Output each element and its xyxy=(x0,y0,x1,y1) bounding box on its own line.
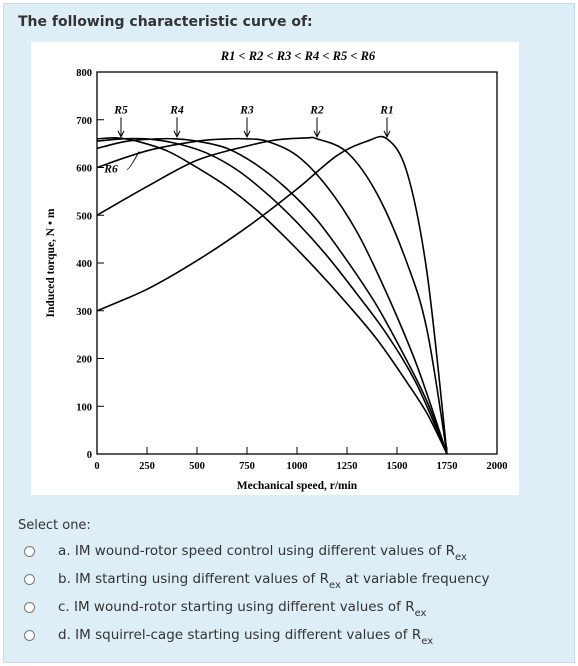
answer-option-d-text: d. IM squirrel-cage starting using different values of $R_{ex}$ xyxy=(58,627,434,647)
y-tick-label: 0 xyxy=(86,450,92,461)
y-tick-label: 800 xyxy=(76,68,92,79)
question-title: The following characteristic curve of: xyxy=(18,14,313,30)
radio-button-b[interactable] xyxy=(24,574,35,585)
chart-caption: R1 < R2 < R3 < R4 < R5 < R6 xyxy=(220,49,376,63)
answer-option-a-text: a. IM wound-rotor speed control using different values of $R_{ex}$ xyxy=(58,543,467,563)
radio-button-c[interactable] xyxy=(24,602,35,613)
question-panel xyxy=(3,3,575,663)
curve-label-r6: R6 xyxy=(104,163,118,176)
answer-option-c-text: c. IM wound-rotor starting using different values of $R_{ex}$ xyxy=(58,599,427,619)
answer-option-c[interactable] xyxy=(24,595,564,619)
curve-r1 xyxy=(97,137,447,454)
x-tick-label: 2000 xyxy=(486,461,508,472)
curve-r2 xyxy=(97,137,447,454)
x-tick-label: 1500 xyxy=(386,461,408,472)
torque-speed-figure xyxy=(31,42,519,495)
y-tick-label: 600 xyxy=(76,163,92,175)
y-tick-label: 400 xyxy=(76,259,92,270)
select-one-label: Select one: xyxy=(18,518,91,533)
answer-option-b-text: b. IM starting using different values of $R_{ex}$ at variable frequency xyxy=(58,571,490,591)
x-tick-label: 250 xyxy=(139,461,155,472)
y-axis-label: Induced torque, N • m xyxy=(45,208,57,318)
y-tick-label: 700 xyxy=(76,115,92,127)
x-tick-label: 1250 xyxy=(336,461,358,472)
y-tick-label: 300 xyxy=(76,306,92,318)
curve-label-r2: R2 xyxy=(310,104,324,117)
x-axis-label: Mechanical speed, r/min xyxy=(236,480,358,492)
curve-label-r3: R3 xyxy=(240,104,254,117)
radio-button-d[interactable] xyxy=(24,630,35,641)
x-tick-label: 1750 xyxy=(436,461,458,472)
x-tick-label: 1000 xyxy=(286,461,308,472)
curve-label-r1: R1 xyxy=(380,104,394,117)
answer-option-b[interactable] xyxy=(24,567,564,591)
x-tick-label: 750 xyxy=(239,461,255,472)
y-tick-label: 500 xyxy=(76,211,92,223)
curve-label-r4: R4 xyxy=(170,104,184,117)
x-tick-label: 0 xyxy=(94,461,100,472)
answer-option-d[interactable] xyxy=(24,623,564,647)
answer-option-a[interactable] xyxy=(24,539,564,563)
y-tick-label: 100 xyxy=(76,402,92,414)
radio-button-a[interactable] xyxy=(24,546,35,557)
torque-speed-chart xyxy=(31,42,519,495)
curve-label-r5: R5 xyxy=(114,104,128,117)
x-tick-label: 500 xyxy=(189,461,205,472)
y-tick-label: 200 xyxy=(76,354,92,366)
plot-frame xyxy=(97,72,497,454)
